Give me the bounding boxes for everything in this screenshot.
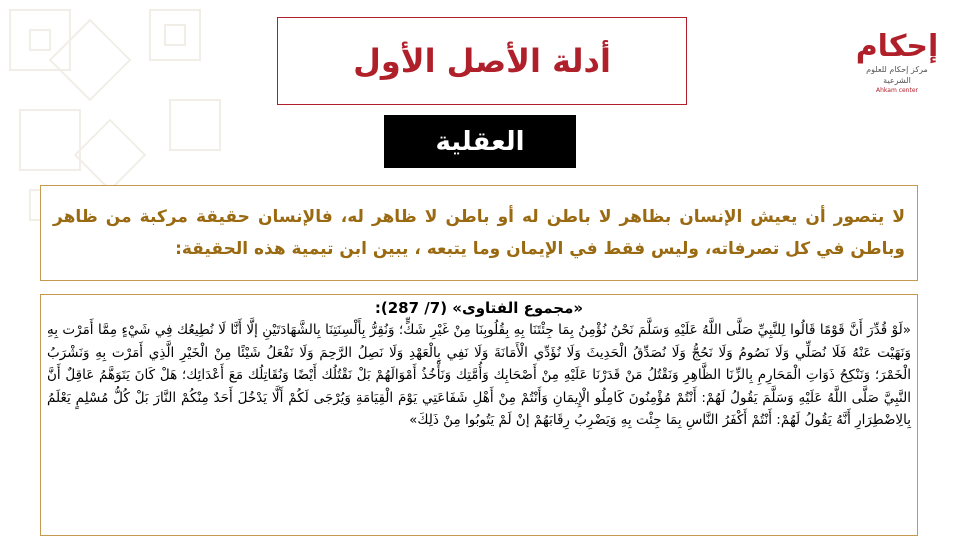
intro-box <box>40 185 918 281</box>
quote-source: «مجموع الفتاوى» (7/ 287): <box>374 299 584 317</box>
subtitle-box <box>384 115 576 168</box>
quote-body: «لَوْ قُدِّرَ أَنَّ قَوْمًا قَالُوا لِلنَّبِيِّ صَلَّى اللَّهُ عَلَيْهِ وَسَلَّمَ نَحْنُ نُؤْمِنُ بِمَا جِئْتَنَا بِهِ بِقُلُوبِنَا مِنْ غَيْرِ شَكٍّ؛ وَنُقِرُّ بِأَلْسِنَتِنَا بِالشَّهَادَتَيْنِ إلَّا أَنَّا لَا نُطِيعُك فِي شَيْءٍ مِمَّا أَمَرْت بِهِ وَنَهَيْت عَنْهُ فَلَا نُصَلِّي وَلَا نَصُومُ وَلَا نَحُجُّ وَلَا نُصَدِّقُ الْحَدِيثَ وَلَا نُؤَدِّي الْأَمَانَةَ وَلَا نَفِي بِالْعَهْدِ وَلَا نَصِلُ الرَّحِمَ وَلَا نَفْعَلُ شَيْئًا مِنْ الْخَيْرِ الَّذِي أَمَرْت بِهِ وَنَشْرَبُ الْخَمْرَ؛ وَنَنْكِحُ ذَوَاتِ الْمَحَارِمِ بِالزِّنَا الظَّاهِرِ وَنَقْتُلُ مَنْ قَدَرْنَا عَلَيْهِ مِنْ أَصْحَابِك وَأُمَّتِك وَنَأْخُذُ أَمْوَالَهُمْ بَلْ نَقْتُلُك أَيْضًا وَنُقَاتِلُك مَعَ أَعْدَائِك؛ هَلْ كَانَ يَتَوَهَّمُ عَاقِلٌ أَنَّ النَّبِيَّ صَلَّى اللَّهُ عَلَيْهِ وَسَلَّمَ يَقُولُ لَهُمْ: أَنْتُمْ مُؤْمِنُونَ كَامِلُو الْإِيمَانِ وَأَنْتُمْ مِنْ أَهْلِ شَفَاعَتِي يَوْمَ الْقِيَامَةِ وَيُرْجَى لَكُمْ أَلَّا يَدْخُلَ أَحَدٌ مِنْكُمْ النَّارَ بَلْ كُلُّ مُسْلِمٍ يَعْلَمُ بِالِاضْطِرَارِ أَنَّهُ يَقُولُ لَهُمْ: أَنْتُمْ أَكْفَرُ النَّاسِ بِمَا جِئْت بِهِ وَيَضْرِبُ رِقَابَهُمْ إنْ لَمْ يَتُوبُوا مِنْ ذَلِكَ» <box>47 322 911 428</box>
title-box <box>277 17 687 105</box>
intro-text: لا يتصور أن يعيش الإنسان بظاهر لا باطن له أو باطن لا ظاهر له، فالإنسان حقيقة مركبة من ظاهر وباطن في كل تصرفاته، وليس فقط في الإيمان وما يتبعه ، يبين ابن تيمية هذه الحقيقة: <box>53 207 905 259</box>
brand-logo <box>852 30 942 100</box>
logo-subtitle: مركز إحكام للعلوم الشرعية <box>866 65 928 85</box>
slide-subtitle: العقلية <box>435 126 525 157</box>
slide-title: أدلة الأصل الأول <box>353 42 611 80</box>
quote-box <box>40 294 918 536</box>
logo-wordmark: إحكام <box>855 29 939 64</box>
logo-tagline: Ahkam center <box>875 87 918 94</box>
